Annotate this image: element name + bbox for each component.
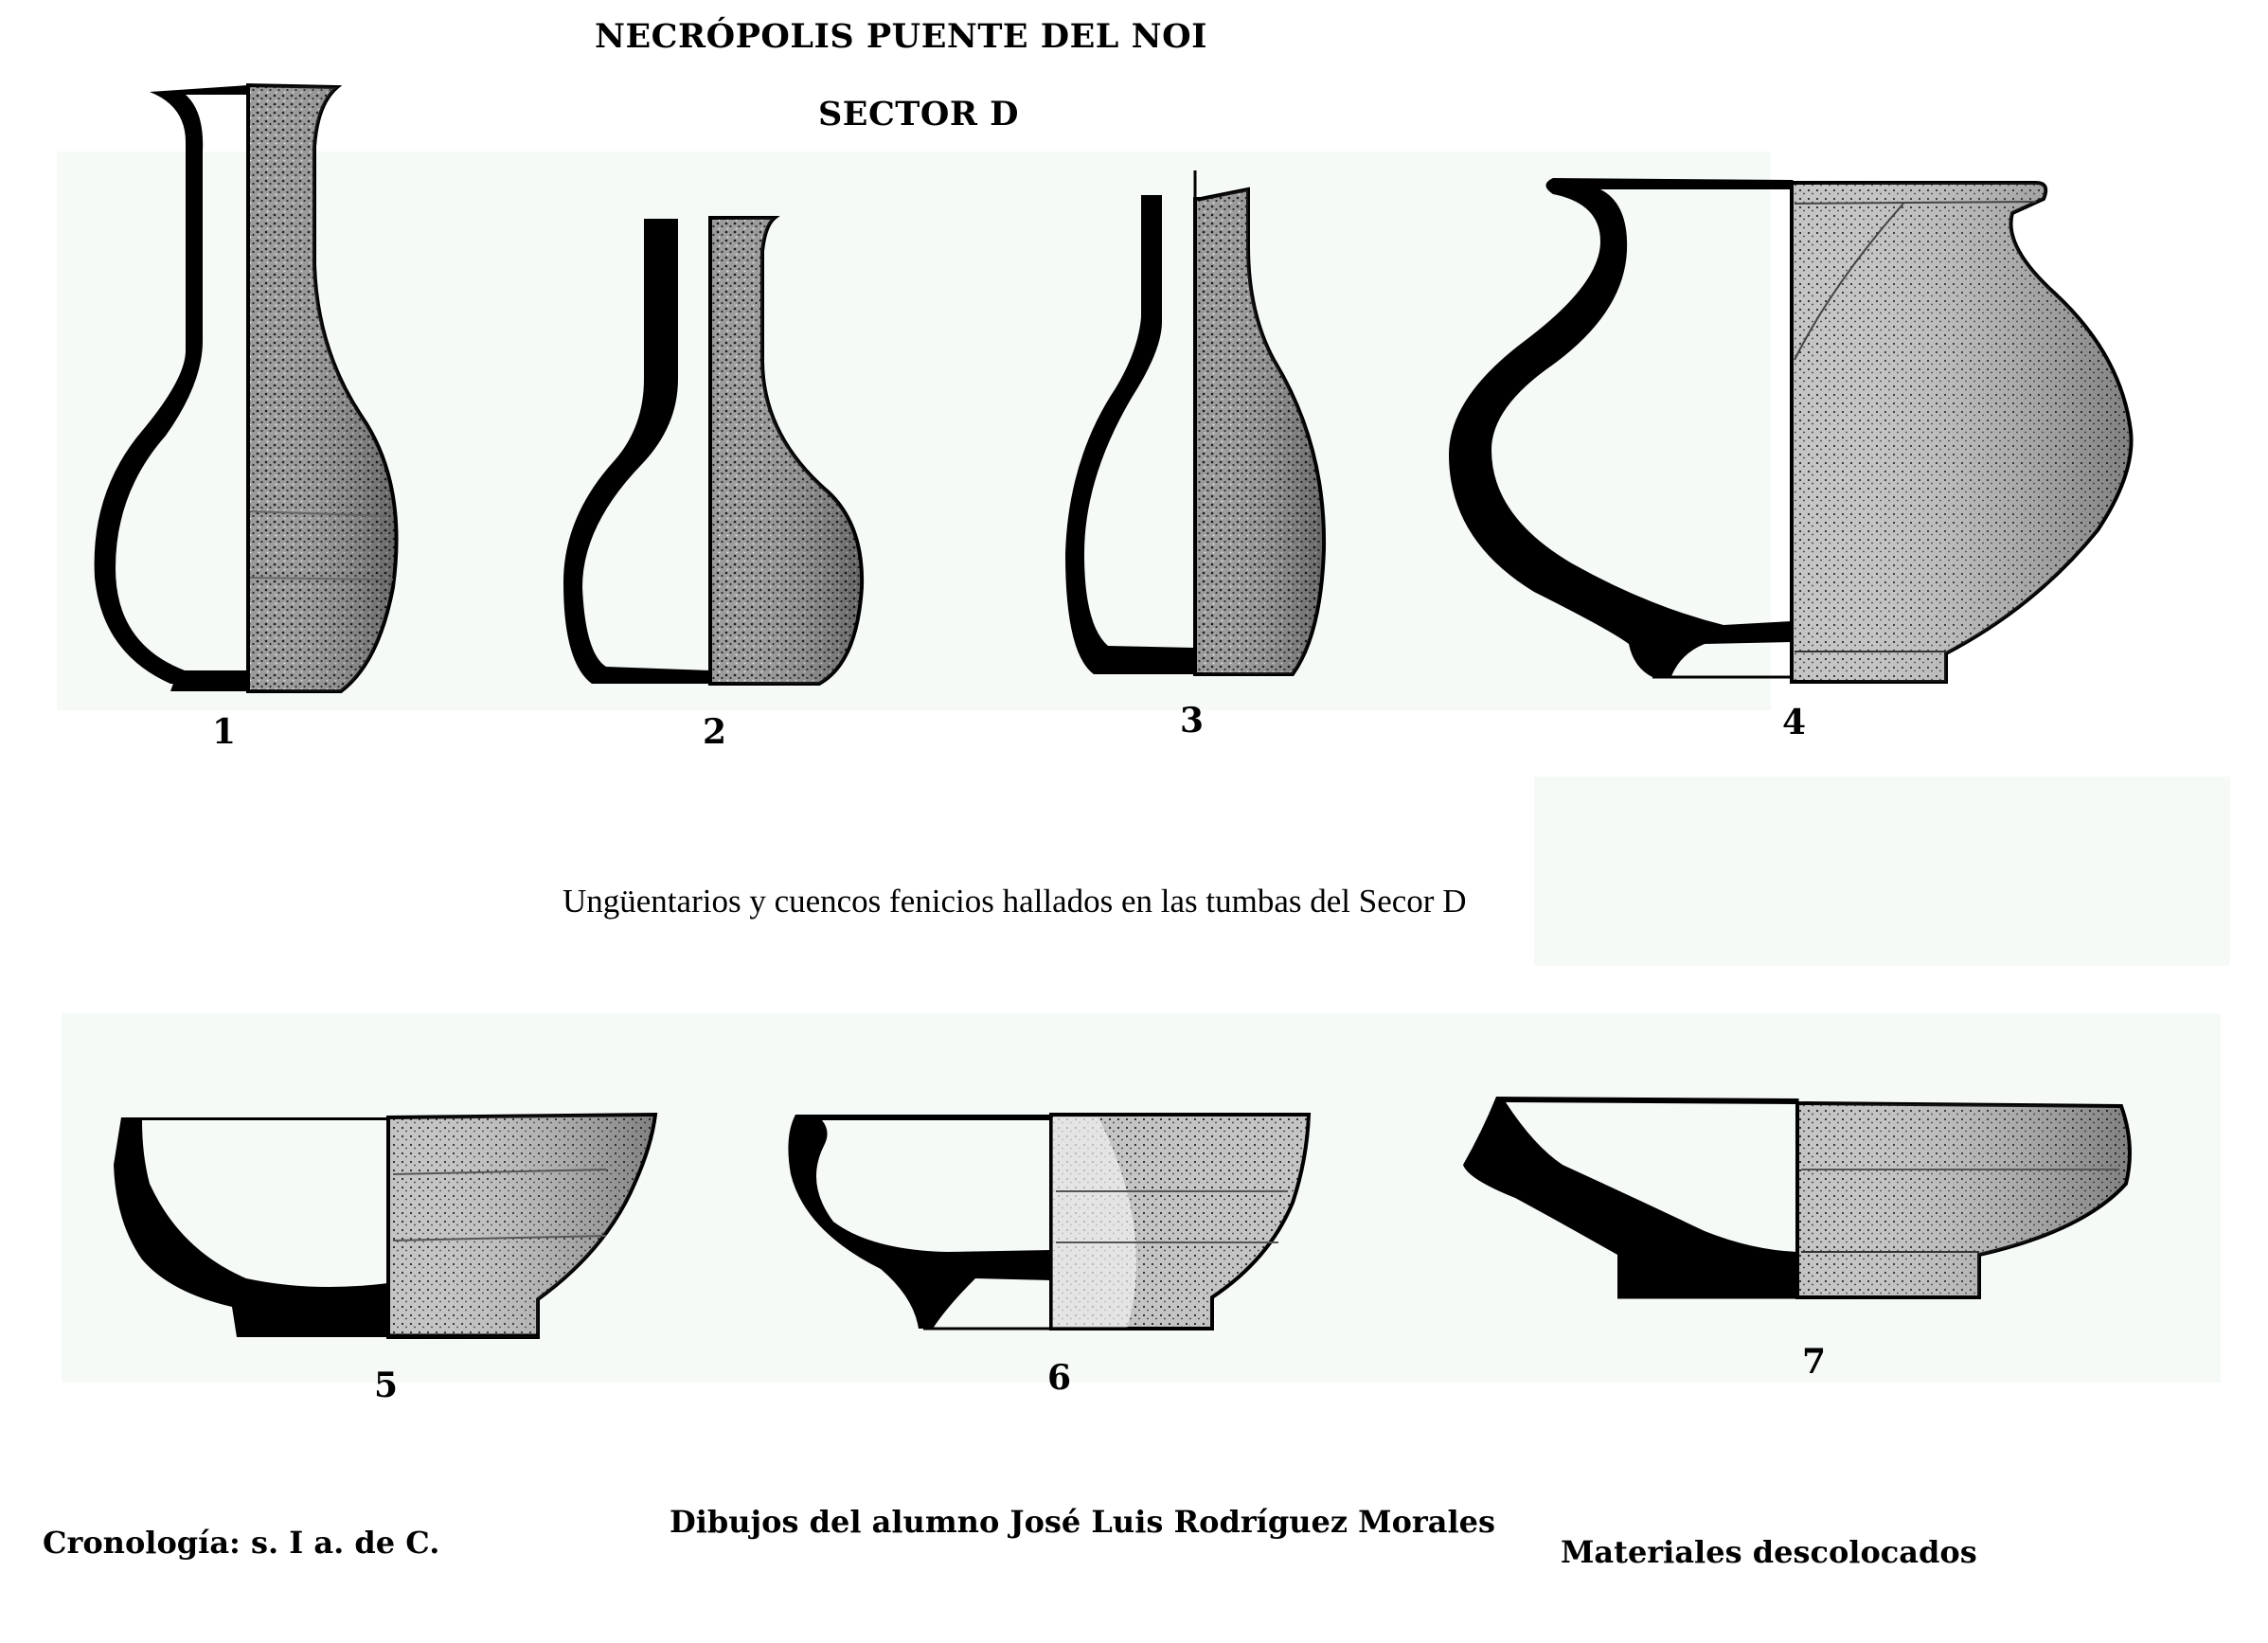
figure-caption: Ungüentarios y cuencos fenicios hallados en las tumbas del Secor D <box>563 883 1467 920</box>
vessel-1-number: 1 <box>212 712 237 752</box>
vessel-3-number: 3 <box>1180 701 1205 741</box>
materials-note: Materiales descolocados <box>1561 1534 1977 1570</box>
page-subtitle: SECTOR D <box>818 95 1019 134</box>
vessel-2-number: 2 <box>703 712 727 752</box>
page-title: NECRÓPOLIS PUENTE DEL NOI <box>595 17 1207 56</box>
vessel-4-number: 4 <box>1782 703 1807 742</box>
vessel-6-number: 6 <box>1047 1358 1072 1398</box>
vessel-7-number: 7 <box>1802 1342 1827 1382</box>
chronology-label: Cronología: s. I a. de C. <box>43 1525 440 1561</box>
drawing-credit: Dibujos del alumno José Luis Rodríguez Morales <box>670 1504 1496 1540</box>
vessel-5-number: 5 <box>374 1366 399 1405</box>
side-panel <box>1534 777 2230 966</box>
